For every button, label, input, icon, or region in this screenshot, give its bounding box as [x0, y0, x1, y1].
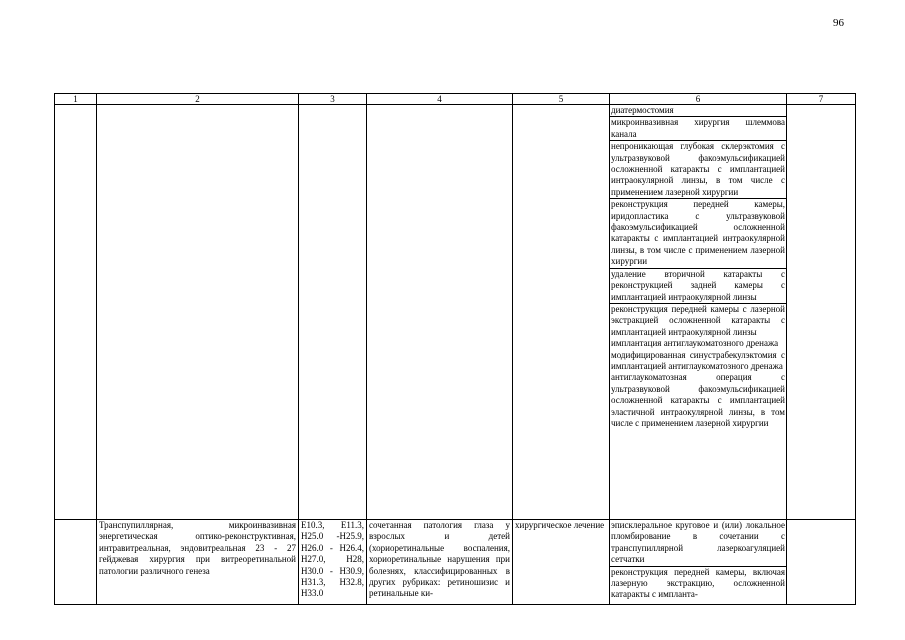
procedure-item: удаление вторичной катаракты с реконструкцией задней камеры с имплантацией интраокулярной линзы	[610, 269, 786, 304]
table-row	[55, 105, 856, 520]
procedure-item: эписклеральное круговое и (или) локальное пломбирование в сочетании с транспупиллярной лазеркоагуляцией сетчатки	[610, 520, 786, 567]
procedure-item: антиглаукоматозная операция с ультразвуковой факоэмульсификацией осложненной катаракты с имплантацией эластичной интраокулярной линзы, в том числе с применением лазерной хирургии	[611, 372, 785, 428]
medical-procedures-table	[54, 93, 856, 605]
header-row	[55, 94, 856, 105]
table-cell	[787, 105, 856, 520]
procedure-item: реконструкция передней камеры, включая лазерную экстракцию, осложненной катаракты с импланта-	[611, 566, 785, 600]
procedure-item: реконструкция передней камеры, иридопластика с ультразвуковой факоэмульсификацией осложненной катаракты с имплантацией интраокулярной линзы, в том числе с применением лазерной хирургии	[610, 199, 786, 268]
header-cell: 1	[55, 94, 97, 105]
table-cell	[787, 520, 856, 605]
pathology-cell: сочетанная патология глаза у взрослых и детей (хориоретинальные воспаления, хориоретинальные нарушения при болезнях, классифицированных в других рубриках: ретиношизис и ретинальные ки-	[367, 520, 513, 605]
procedure-name-cell: Транспупиллярная, микроинвазивная энергетическая оптико-реконструктивная, интравитреальная, эндовитреальная 23 - 27 гейджевая хирургия при витреоретинальной патологии различного генеза	[97, 520, 299, 605]
procedure-item: микроинвазивная хирургия шлеммова канала	[610, 117, 786, 141]
procedures-cell	[610, 520, 787, 605]
table-cell	[299, 105, 367, 520]
procedure-item: диатермостомия	[610, 105, 786, 117]
icd-codes-cell: Е10.3, Е11.3, Н25.0 -Н25.9, Н26.0 - Н26.4, Н27.0, Н28, Н30.0 - Н30.9, Н31.3, Н32.8, Н33.0	[299, 520, 367, 605]
table-cell	[367, 105, 513, 520]
table-row	[55, 520, 856, 605]
procedure-item: реконструкция передней камеры с лазерной экстракцией осложненной катаракты с имплантацией интраокулярной линзы	[611, 303, 785, 337]
procedure-item: модифицированная синустрабекулэктомия с имплантацией антиглаукоматозного дренажа	[611, 349, 785, 371]
table-cell	[55, 105, 97, 520]
page-number: 96	[833, 17, 844, 29]
table-cell	[55, 520, 97, 605]
treatment-type-cell: хирургическое лечение	[513, 520, 610, 605]
header-cell: 7	[787, 94, 856, 105]
table-cell	[513, 105, 610, 520]
header-cell: 3	[299, 94, 367, 105]
header-cell: 2	[97, 94, 299, 105]
procedure-item: имплантация антиглаукоматозного дренажа	[611, 338, 779, 349]
header-cell: 5	[513, 94, 610, 105]
procedure-item: непроникающая глубокая склерэктомия с ультразвуковой факоэмульсификацией осложненной катаракты с имплантацией интраокулярной линзы, в том числе с применением лазерной хирургии	[610, 141, 786, 199]
procedures-cell	[610, 105, 787, 520]
table-cell	[97, 105, 299, 520]
header-cell: 6	[610, 94, 787, 105]
header-cell: 4	[367, 94, 513, 105]
